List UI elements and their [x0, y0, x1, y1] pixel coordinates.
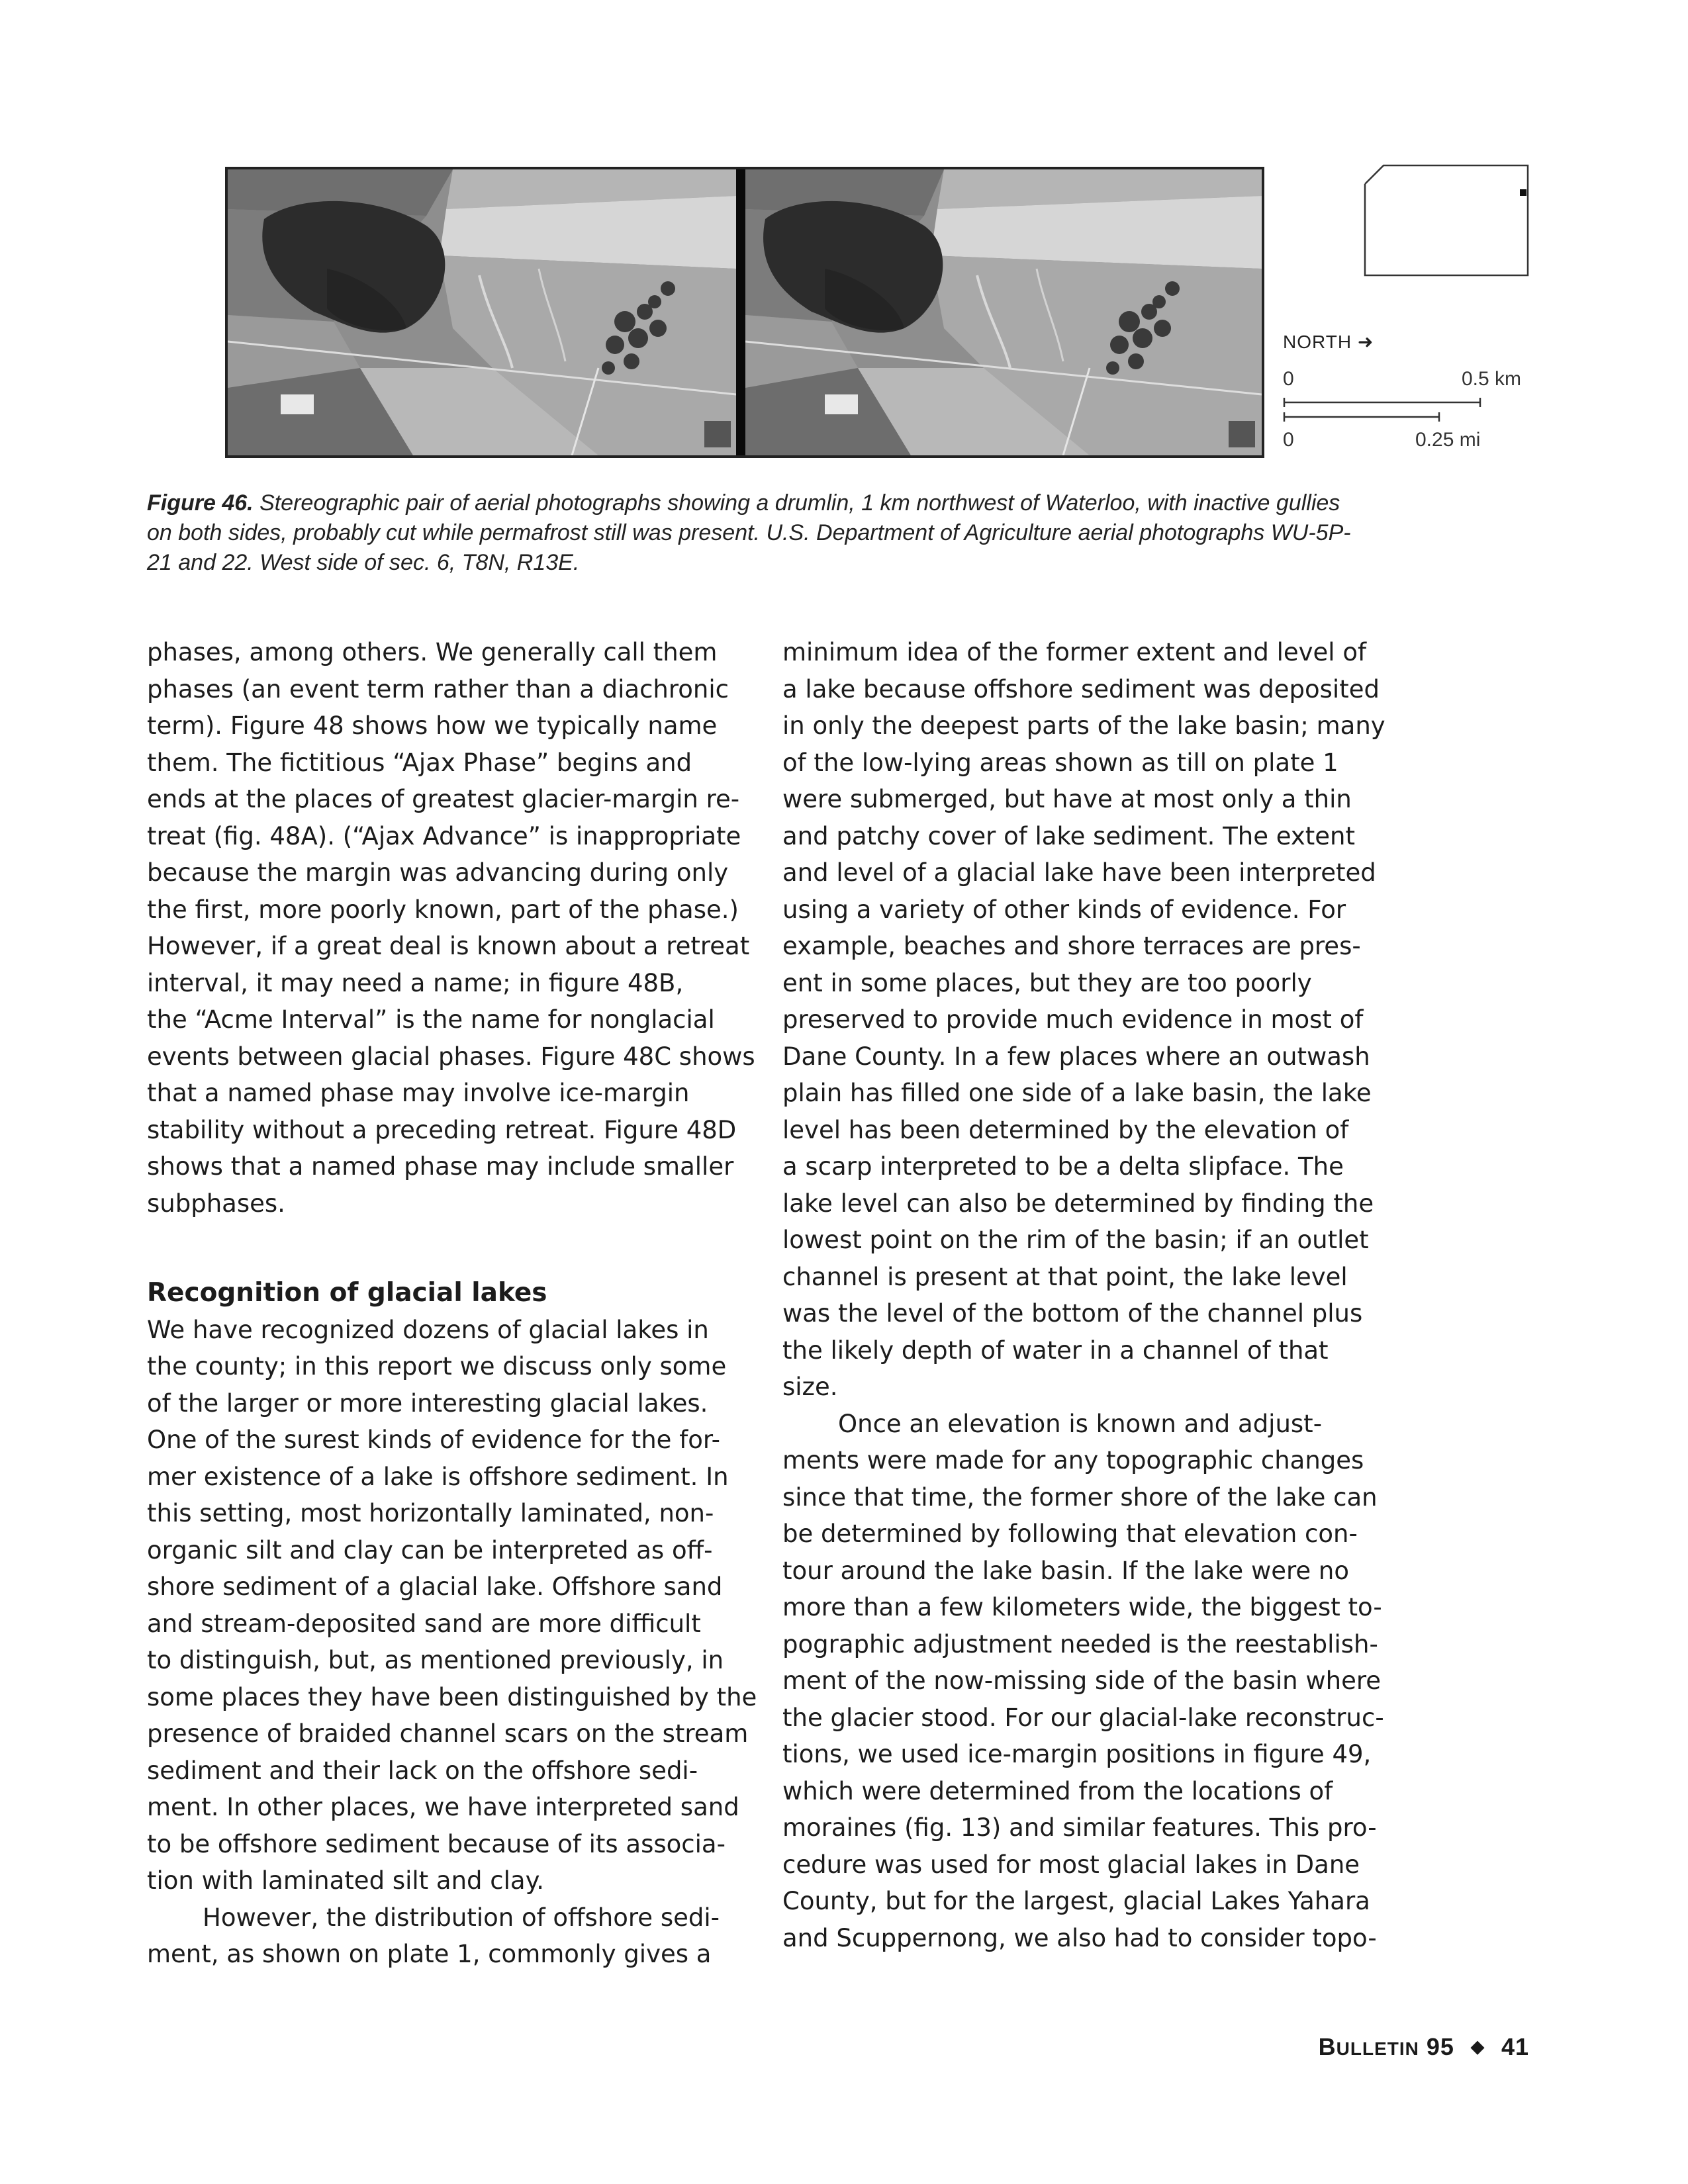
- text-line: and Scuppernong, we also had to consider topo-: [782, 1923, 1377, 1952]
- text-line: of the low-lying areas shown as till on plate 1: [782, 748, 1338, 777]
- text-line: phases, among others. We generally call them: [147, 638, 718, 666]
- text-line: phases (an event term rather than a diachronic: [147, 674, 729, 704]
- text-line: Dane County. In a few places where an outwash: [782, 1042, 1370, 1071]
- diamond-icon: ◆: [1470, 2036, 1485, 2056]
- text-line: ment, as shown on plate 1, commonly gives a: [147, 1940, 712, 1968]
- text-line: ent in some places, but they are too poorly: [782, 968, 1312, 997]
- figure-label: Figure 46.: [147, 490, 254, 516]
- text-line: stability without a preceding retreat. Figure 48D: [147, 1115, 737, 1144]
- text-line: since that time, the former shore of the lake can: [782, 1482, 1378, 1512]
- text-line: the first, more poorly known, part of the phase.): [147, 895, 739, 924]
- text-line: example, beaches and shore terraces are pres-: [782, 932, 1361, 960]
- text-line: level has been determined by the elevation of: [782, 1115, 1349, 1144]
- north-arrow-icon: ➜: [1357, 332, 1374, 352]
- text-line: to distinguish, but, as mentioned previously, in: [147, 1646, 724, 1674]
- text-line: channel is present at that point, the lake level: [782, 1262, 1348, 1291]
- aerial-photo-pair: [225, 167, 1264, 458]
- text-line: them. The fictitious “Ajax Phase” begins and: [147, 748, 692, 777]
- text-line: tion with laminated silt and clay.: [147, 1866, 544, 1895]
- text-line: tions, we used ice-margin positions in figure 49,: [782, 1740, 1372, 1768]
- text-line: moraines (fig. 13) and similar features. This pro-: [782, 1813, 1377, 1842]
- text-line: However, the distribution of offshore sedi-: [203, 1903, 720, 1932]
- text-line: in only the deepest parts of the lake basin; many: [782, 711, 1385, 740]
- scale-km-bar: [1283, 397, 1481, 408]
- scale-km-zero: 0: [1283, 368, 1294, 390]
- scale-bar: [1283, 368, 1534, 461]
- text-line: the likely depth of water in a channel of that: [782, 1336, 1329, 1365]
- text-line: to be offshore sediment because of its associa-: [147, 1829, 726, 1858]
- photo-divider: [736, 169, 745, 455]
- paragraph-recognition: [147, 1312, 757, 1899]
- text-line: some places they have been distinguished by the: [147, 1682, 757, 1711]
- text-line: and level of a glacial lake have been interpreted: [782, 858, 1376, 887]
- text-line: using a variety of other kinds of evidence. For: [782, 895, 1346, 924]
- scale-km-label: 0.5 km: [1462, 368, 1522, 390]
- north-label-text: NORTH: [1283, 332, 1352, 352]
- aerial-photo-left: [228, 169, 736, 455]
- text-line: size.: [782, 1373, 838, 1401]
- text-line: cedure was used for most glacial lakes in Dane: [782, 1850, 1360, 1879]
- bulletin-rest: ULLETIN: [1336, 2038, 1419, 2059]
- text-line: because the margin was advancing during only: [147, 858, 729, 887]
- right-column: [782, 634, 1385, 1956]
- text-line: minimum idea of the former extent and level of: [782, 638, 1367, 666]
- text-line: shows that a named phase may include smaller: [147, 1152, 734, 1181]
- text-line: plain has filled one side of a lake basin, the lake: [782, 1079, 1372, 1107]
- text-line: more than a few kilometers wide, the biggest to-: [782, 1593, 1382, 1621]
- text-line: was the level of the bottom of the channel plus: [782, 1299, 1363, 1328]
- text-line: sediment and their lack on the offshore sedi-: [147, 1756, 698, 1785]
- text-line: preserved to provide much evidence in most of: [782, 1005, 1364, 1034]
- paragraph-phases: [147, 634, 755, 1222]
- bulletin-number: 95: [1426, 2033, 1454, 2060]
- paragraph-lake-extent: [782, 634, 1385, 1406]
- text-line: ment of the now-missing side of the basin where: [782, 1666, 1382, 1695]
- text-line: were submerged, but have at most only a thin: [782, 785, 1352, 813]
- text-line: interval, it may need a name; in figure 48B,: [147, 968, 684, 997]
- figure-caption-text: Stereographic pair of aerial photographs showing a drumlin, 1 km northwest of Waterloo, with inactive gullies on both sides, probably cut while permafrost still was present. U.S. Department of Agriculture aerial photographs WU-5P-21 and 22. West side of sec. 6, T8N, R13E.: [147, 490, 1351, 575]
- text-line: of the larger or more interesting glacial lakes.: [147, 1388, 708, 1418]
- text-line: lowest point on the rim of the basin; if an outlet: [782, 1226, 1369, 1254]
- text-line: term). Figure 48 shows how we typically name: [147, 711, 718, 740]
- text-line: that a named phase may involve ice-margin: [147, 1079, 690, 1107]
- text-line: mer existence of a lake is offshore sediment. In: [147, 1462, 729, 1491]
- text-line: presence of braided channel scars on the stream: [147, 1719, 749, 1748]
- text-line: ments were made for any topographic changes: [782, 1446, 1364, 1475]
- text-line: Once an elevation is known and adjust-: [838, 1409, 1323, 1438]
- text-line: tour around the lake basin. If the lake were no: [782, 1556, 1349, 1585]
- locator-map-outline: [1364, 164, 1529, 277]
- bulletin-initial: B: [1318, 2033, 1336, 2060]
- text-line: County, but for the largest, glacial Lakes Yahara: [782, 1887, 1370, 1915]
- text-line: which were determined from the locations of: [782, 1776, 1333, 1805]
- text-line: We have recognized dozens of glacial lakes in: [147, 1315, 709, 1344]
- figure-caption: [147, 488, 1358, 578]
- paragraph-distribution: [147, 1899, 739, 1973]
- aerial-photo-right: [745, 169, 1262, 455]
- text-line: ends at the places of greatest glacier-margin re-: [147, 785, 740, 813]
- north-arrow: [1283, 331, 1374, 353]
- text-line: events between glacial phases. Figure 48C shows: [147, 1042, 755, 1071]
- left-column: [147, 634, 757, 1973]
- text-line: the county; in this report we discuss only some: [147, 1352, 727, 1381]
- text-line: the “Acme Interval” is the name for nonglacial: [147, 1005, 715, 1034]
- text-line: and stream-deposited sand are more difficult: [147, 1609, 701, 1638]
- paragraph-elevation: [782, 1406, 1384, 1957]
- scale-mi-label: 0.25 mi: [1415, 429, 1481, 451]
- text-line: a scarp interpreted to be a delta slipface. The: [782, 1152, 1344, 1181]
- section-heading: Recognition of glacial lakes: [147, 1278, 547, 1308]
- text-line: treat (fig. 48A). (“Ajax Advance” is inappropriate: [147, 821, 741, 850]
- text-line: a lake because offshore sediment was deposited: [782, 674, 1380, 704]
- text-line: However, if a great deal is known about a retreat: [147, 932, 750, 960]
- scale-mi-zero: 0: [1283, 429, 1294, 451]
- scale-mi-bar: [1283, 412, 1442, 422]
- text-line: be determined by following that elevation con-: [782, 1520, 1358, 1548]
- text-line: lake level can also be determined by finding the: [782, 1189, 1374, 1218]
- text-line: the glacier stood. For our glacial-lake reconstruc-: [782, 1703, 1384, 1732]
- text-line: pographic adjustment needed is the reestablish-: [782, 1629, 1378, 1659]
- text-line: organic silt and clay can be interpreted as off-: [147, 1535, 713, 1565]
- text-line: this setting, most horizontally laminated, non-: [147, 1499, 714, 1527]
- page-number: 41: [1501, 2033, 1529, 2060]
- text-line: subphases.: [147, 1189, 285, 1218]
- text-line: and patchy cover of lake sediment. The extent: [782, 821, 1356, 850]
- text-line: One of the surest kinds of evidence for the for-: [147, 1426, 721, 1454]
- text-line: ment. In other places, we have interpreted sand: [147, 1793, 739, 1821]
- page-footer: [1319, 2033, 1529, 2061]
- text-line: shore sediment of a glacial lake. Offshore sand: [147, 1572, 723, 1601]
